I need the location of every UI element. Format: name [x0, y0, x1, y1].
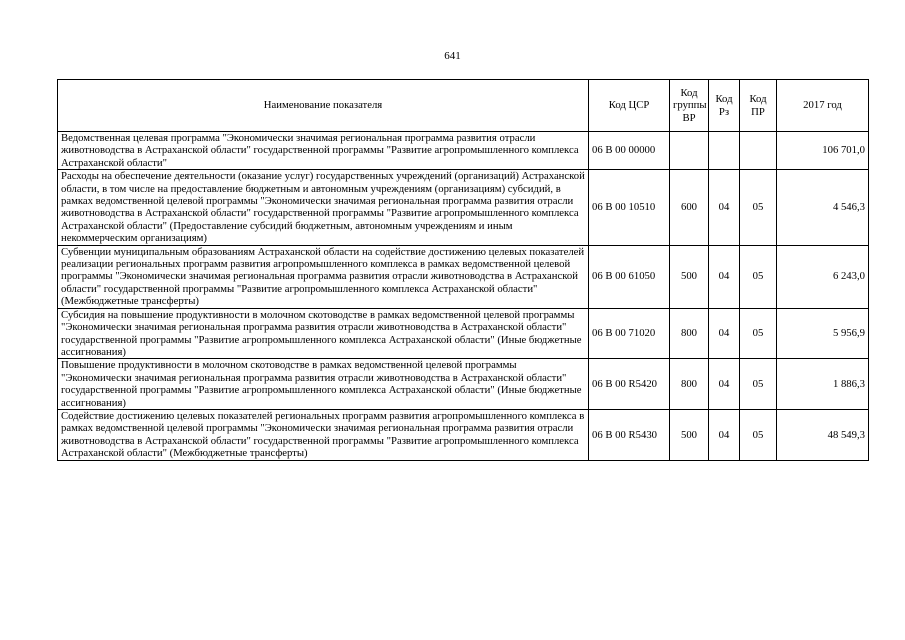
row-csr-code: 06 В 00 R5430 [589, 409, 670, 460]
table-header-row [58, 80, 869, 132]
table-row [58, 359, 869, 410]
row-amount: 48 549,3 [777, 409, 869, 460]
row-vr-code: 500 [670, 245, 709, 308]
row-vr-code: 800 [670, 359, 709, 410]
header-rz: Код Рз [709, 80, 740, 132]
row-name: Содействие достижению целевых показателей региональных программ развития агропромышленного комплекса в рамках ведомственной целевой программы "Экономически значимая региональная программа развития отрасли животноводства в Астраханской области" государственной программы "Развитие агропромышленного комплекса Астраханской области" (Межбюджетные трансферты) [58, 409, 589, 460]
row-vr-code [670, 132, 709, 170]
table-row [58, 308, 869, 359]
row-amount: 1 886,3 [777, 359, 869, 410]
row-name: Расходы на обеспечение деятельности (оказание услуг) государственных учреждений (организаций) Астраханской области, в том числе на предоставление бюджетным и автономным учреждениям (организациям) субсидий, в рамках ведомственной целевой программы "Экономически значимая региональная программа развития отрасли животноводства в Астраханской области" государственной программы "Развитие агропромышленного комплекса Астраханской области" (Предоставление субсидий бюджетным, автономным учреждениям и иным некоммерческим организациям) [58, 170, 589, 245]
table-row [58, 245, 869, 308]
header-csr: Код ЦСР [589, 80, 670, 132]
row-name: Ведомственная целевая программа "Экономически значимая региональная программа развития отрасли животноводства в Астраханской области" государственной программы "Развитие агропромышленного комплекса Астраханской области" [58, 132, 589, 170]
row-csr-code: 06 В 00 10510 [589, 170, 670, 245]
row-rz-code [709, 132, 740, 170]
row-amount: 106 701,0 [777, 132, 869, 170]
row-rz-code: 04 [709, 308, 740, 359]
row-rz-code: 04 [709, 359, 740, 410]
row-rz-code: 04 [709, 245, 740, 308]
header-year: 2017 год [777, 80, 869, 132]
row-pr-code: 05 [740, 308, 777, 359]
row-name: Повышение продуктивности в молочном скотоводстве в рамках ведомственной целевой программы "Экономически значимая региональная программа развития отрасли животноводства в Астраханской области" государственной программы "Развитие агропромышленного комплекса Астраханской области" (Иные бюджетные ассигнования) [58, 359, 589, 410]
page-number: 641 [444, 50, 461, 62]
row-rz-code: 04 [709, 409, 740, 460]
row-vr-code: 500 [670, 409, 709, 460]
table-row [58, 170, 869, 245]
row-pr-code: 05 [740, 359, 777, 410]
row-csr-code: 06 В 00 R5420 [589, 359, 670, 410]
row-amount: 4 546,3 [777, 170, 869, 245]
row-vr-code: 800 [670, 308, 709, 359]
header-pr: Код ПР [740, 80, 777, 132]
row-csr-code: 06 В 00 71020 [589, 308, 670, 359]
row-rz-code: 04 [709, 170, 740, 245]
row-pr-code: 05 [740, 245, 777, 308]
header-name: Наименование показателя [58, 80, 589, 132]
row-pr-code: 05 [740, 409, 777, 460]
budget-table [57, 79, 869, 461]
row-csr-code: 06 В 00 00000 [589, 132, 670, 170]
row-name: Субвенции муниципальным образованиям Астраханской области на содействие достижению целевых показателей реализации региональных программ развития агропромышленного комплекса в рамках ведомственной целевой программы "Экономически значимая региональная программа развития отрасли животноводства в Астраханской области" государственной программы "Развитие агропромышленного комплекса Астраханской области" (Межбюджетные трансферты) [58, 245, 589, 308]
row-pr-code [740, 132, 777, 170]
row-pr-code: 05 [740, 170, 777, 245]
header-vr: Код группы ВР [670, 80, 709, 132]
row-name: Субсидия на повышение продуктивности в молочном скотоводстве в рамках ведомственной целевой программы "Экономически значимая региональная программа развития отрасли животноводства в Астраханской области" государственной программы "Развитие агропромышленного комплекса Астраханской области" (Иные бюджетные ассигнования) [58, 308, 589, 359]
row-amount: 6 243,0 [777, 245, 869, 308]
table-row [58, 409, 869, 460]
row-csr-code: 06 В 00 61050 [589, 245, 670, 308]
row-amount: 5 956,9 [777, 308, 869, 359]
table-row [58, 132, 869, 170]
row-vr-code: 600 [670, 170, 709, 245]
